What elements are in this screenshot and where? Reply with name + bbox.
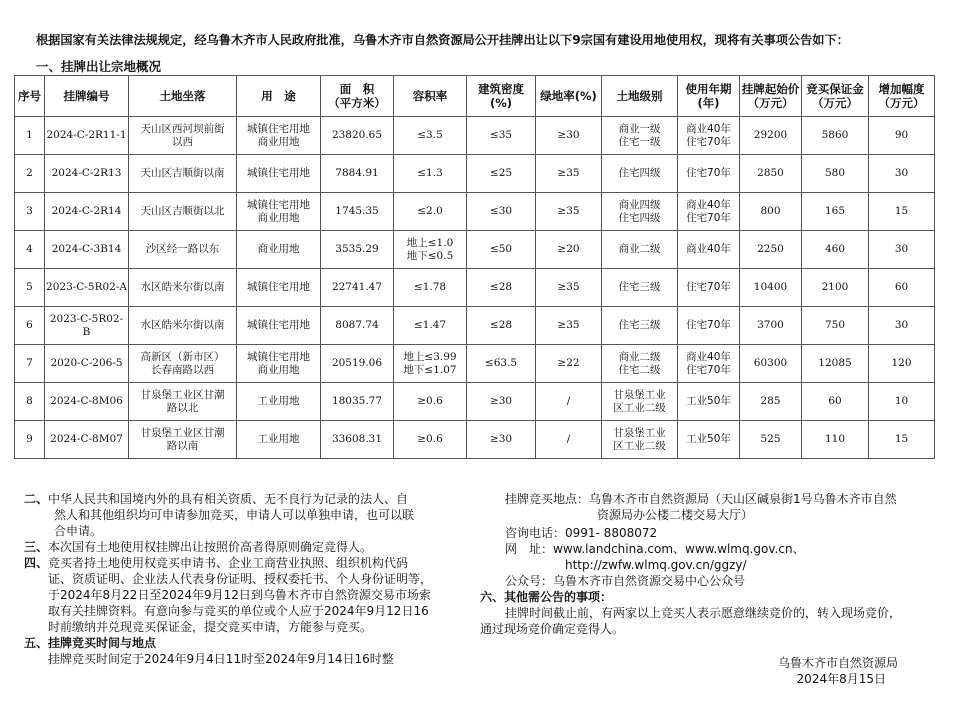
cell-col-land-grade: 住宅三级 <box>602 269 678 307</box>
cell-col-term-years: 商业40年 住宅70年 <box>678 193 740 231</box>
cell-col-land-grade: 甘泉堡工业 区工业二级 <box>602 421 678 459</box>
cell-col-increment: 10 <box>869 383 935 421</box>
auction-location-line-1: 挂牌竞买地点：乌鲁木齐市自然资源局（天山区碱泉街1号乌鲁木齐市自然 <box>505 492 897 506</box>
cell-col-increment: 30 <box>869 307 935 345</box>
cell-col-plot-ratio: ≤3.5 <box>394 117 467 155</box>
section-4-line-1: 竞买者持土地使用权竞买申请书、企业工商营业执照、组织机构代码 <box>48 556 409 570</box>
table-row <box>15 117 935 155</box>
cell-col-listing-code: 2020-C-206-5 <box>45 345 129 383</box>
cell-col-serial: 1 <box>15 117 45 155</box>
cell-col-term-years: 商业40年 住宅70年 <box>678 117 740 155</box>
header-col-green-ratio: 绿地率(%) <box>536 76 602 117</box>
header-col-deposit: 竞买保证金 （万元） <box>802 76 869 117</box>
cell-col-serial: 9 <box>15 421 45 459</box>
header-col-building-density: 建筑密度(%) <box>467 76 536 117</box>
section-4-line-2: 证、资质证明、企业法人代表身份证明、授权委托书、个人身份证明等， <box>48 572 433 586</box>
cell-col-land-use: 城镇住宅用地 <box>237 307 321 345</box>
table-header-row <box>15 76 935 117</box>
cell-col-plot-ratio: ≤1.47 <box>394 307 467 345</box>
cell-col-increment: 15 <box>869 421 935 459</box>
cell-col-start-price: 2850 <box>740 155 802 193</box>
section-5-line-1: 挂牌竞买时间定于2024年9月4日11时至2024年9月14日16时整 <box>48 652 394 666</box>
header-col-start-price: 挂牌起始价 （万元） <box>740 76 802 117</box>
header-col-increment: 增加幅度 （万元） <box>869 76 935 117</box>
cell-col-start-price: 285 <box>740 383 802 421</box>
header-col-area: 面 积 （平方米） <box>321 76 394 117</box>
cell-col-area: 18035.77 <box>321 383 394 421</box>
cell-col-building-density: ≤50 <box>467 231 536 269</box>
wechat-account: 公众号：乌鲁木齐市自然资源交易中心公众号 <box>505 574 746 588</box>
cell-col-green-ratio: ≥22 <box>536 345 602 383</box>
cell-col-term-years: 住宅70年 <box>678 155 740 193</box>
cell-col-green-ratio: ≥35 <box>536 193 602 231</box>
cell-col-increment: 120 <box>869 345 935 383</box>
cell-col-area: 1745.35 <box>321 193 394 231</box>
cell-col-location: 高新区（新市区） 长春南路以西 <box>129 345 237 383</box>
cell-col-green-ratio: / <box>536 421 602 459</box>
cell-col-term-years: 商业40年 <box>678 231 740 269</box>
cell-col-term-years: 工业50年 <box>678 383 740 421</box>
cell-col-deposit: 165 <box>802 193 869 231</box>
cell-col-deposit: 750 <box>802 307 869 345</box>
cell-col-serial: 4 <box>15 231 45 269</box>
cell-col-term-years: 商业40年 住宅70年 <box>678 345 740 383</box>
cell-col-land-use: 城镇住宅用地 商业用地 <box>237 193 321 231</box>
cell-col-location: 天山区西河坝前街 以西 <box>129 117 237 155</box>
cell-col-serial: 8 <box>15 383 45 421</box>
section-4-line-5: 时前缴纳并兑现竞买保证金，提交竞买申请，方能参与竞买。 <box>48 620 373 634</box>
header-col-listing-code: 挂牌编号 <box>45 76 129 117</box>
cell-col-land-grade: 住宅四级 <box>602 155 678 193</box>
cell-col-land-use: 商业用地 <box>237 231 321 269</box>
section-2-line-1: 中华人民共和国境内外的具有相关资质、无不良行为记录的法人、自 <box>48 492 409 506</box>
section-6-line-2: 通过现场竞价确定竞得人。 <box>480 622 625 636</box>
cell-col-building-density: ≤63.5 <box>467 345 536 383</box>
cell-col-building-density: ≥30 <box>467 421 536 459</box>
cell-col-land-use: 工业用地 <box>237 421 321 459</box>
cell-col-plot-ratio: 地上≤1.0 地下≤0.5 <box>394 231 467 269</box>
cell-col-land-grade: 商业二级 <box>602 231 678 269</box>
cell-col-start-price: 10400 <box>740 269 802 307</box>
cell-col-serial: 7 <box>15 345 45 383</box>
cell-col-building-density: ≤25 <box>467 155 536 193</box>
cell-col-land-use: 城镇住宅用地 商业用地 <box>237 345 321 383</box>
cell-col-location: 甘泉堡工业区甘潮 路以北 <box>129 383 237 421</box>
land-plots-table <box>14 75 935 459</box>
cell-col-deposit: 2100 <box>802 269 869 307</box>
cell-col-start-price: 3700 <box>740 307 802 345</box>
section-4-line-3: 于2024年8月22日至2024年9月12日到乌鲁木齐市自然资源交易市场索 <box>48 588 431 602</box>
cell-col-serial: 6 <box>15 307 45 345</box>
cell-col-listing-code: 2023-C-5R02-B <box>45 307 129 345</box>
cell-col-location: 水区皓米尔街以南 <box>129 307 237 345</box>
cell-col-deposit: 580 <box>802 155 869 193</box>
cell-col-listing-code: 2024-C-8M06 <box>45 383 129 421</box>
header-col-term-years: 使用年期 (年) <box>678 76 740 117</box>
cell-col-area: 20519.06 <box>321 345 394 383</box>
section-6-title: 六、其他需公告的事项： <box>480 590 613 604</box>
table-row <box>15 345 935 383</box>
cell-col-land-grade: 甘泉堡工业 区工业二级 <box>602 383 678 421</box>
cell-col-start-price: 2250 <box>740 231 802 269</box>
cell-col-listing-code: 2023-C-5R02-A <box>45 269 129 307</box>
cell-col-land-grade: 商业一级 住宅一级 <box>602 117 678 155</box>
cell-col-increment: 30 <box>869 155 935 193</box>
cell-col-green-ratio: ≥35 <box>536 269 602 307</box>
cell-col-green-ratio: ≥35 <box>536 155 602 193</box>
section-2-number: 二、 <box>24 492 49 506</box>
cell-col-start-price: 60300 <box>740 345 802 383</box>
table-row <box>15 231 935 269</box>
cell-col-serial: 5 <box>15 269 45 307</box>
header-col-land-grade: 土地级别 <box>602 76 678 117</box>
cell-col-building-density: ≥30 <box>467 383 536 421</box>
cell-col-start-price: 800 <box>740 193 802 231</box>
cell-col-land-use: 城镇住宅用地 <box>237 155 321 193</box>
table-row <box>15 269 935 307</box>
section-2-line-3: 合申请。 <box>54 524 103 538</box>
website-line-2: http://zwfw.wlmq.gov.cn/ggzy/ <box>565 558 747 572</box>
section-3-number: 三、 <box>24 540 49 554</box>
contact-phone: 咨询电话：0991- 8808072 <box>505 526 658 540</box>
cell-col-area: 3535.29 <box>321 231 394 269</box>
cell-col-deposit: 110 <box>802 421 869 459</box>
cell-col-start-price: 29200 <box>740 117 802 155</box>
header-col-serial: 序号 <box>15 76 45 117</box>
cell-col-plot-ratio: 地上≤3.99 地下≤1.07 <box>394 345 467 383</box>
cell-col-land-grade: 商业四级 住宅四级 <box>602 193 678 231</box>
cell-col-listing-code: 2024-C-2R11-1 <box>45 117 129 155</box>
cell-col-green-ratio: ≥30 <box>536 117 602 155</box>
section-4-number: 四、 <box>24 556 49 570</box>
cell-col-area: 33608.31 <box>321 421 394 459</box>
cell-col-area: 7884.91 <box>321 155 394 193</box>
signature-date: 2024年8月15日 <box>796 672 886 686</box>
cell-col-location: 天山区吉顺街以南 <box>129 155 237 193</box>
cell-col-term-years: 住宅70年 <box>678 307 740 345</box>
section-4-line-4: 取有关挂牌资料。有意向参与竞买的单位或个人应于2024年9月12日16 <box>48 604 429 618</box>
table-row <box>15 193 935 231</box>
cell-col-plot-ratio: ≤1.3 <box>394 155 467 193</box>
cell-col-serial: 2 <box>15 155 45 193</box>
cell-col-plot-ratio: ≥0.6 <box>394 421 467 459</box>
header-col-location: 土地坐落 <box>129 76 237 117</box>
announcement-intro: 根据国家有关法律法规规定，经乌鲁木齐市人民政府批准，乌鲁木齐市自然资源局公开挂牌出让以下9宗国有建设用地使用权，现将有关事项公告如下： <box>36 33 849 47</box>
cell-col-increment: 30 <box>869 231 935 269</box>
cell-col-building-density: ≤35 <box>467 117 536 155</box>
cell-col-deposit: 60 <box>802 383 869 421</box>
table-row <box>15 307 935 345</box>
cell-col-building-density: ≤28 <box>467 269 536 307</box>
cell-col-plot-ratio: ≥0.6 <box>394 383 467 421</box>
cell-col-land-grade: 商业二级 住宅二级 <box>602 345 678 383</box>
cell-col-deposit: 12085 <box>802 345 869 383</box>
cell-col-location: 天山区吉顺街以北 <box>129 193 237 231</box>
section-2-line-2: 然人和其他组织均可申请参加竞买，申请人可以单独申请，也可以联 <box>54 508 415 522</box>
section-5-title: 五、挂牌竞买时间与地点 <box>24 636 157 650</box>
cell-col-term-years: 工业50年 <box>678 421 740 459</box>
cell-col-area: 8087.74 <box>321 307 394 345</box>
cell-col-listing-code: 2024-C-2R14 <box>45 193 129 231</box>
cell-col-building-density: ≤28 <box>467 307 536 345</box>
cell-col-land-grade: 住宅三级 <box>602 307 678 345</box>
cell-col-listing-code: 2024-C-2R13 <box>45 155 129 193</box>
header-col-plot-ratio: 容积率 <box>394 76 467 117</box>
cell-col-deposit: 460 <box>802 231 869 269</box>
section-3-line-1: 本次国有土地使用权挂牌出让按照价高者得原则确定竞得人。 <box>48 540 373 554</box>
cell-col-increment: 15 <box>869 193 935 231</box>
section-title-plot-overview: 一、挂牌出让宗地概况 <box>36 59 162 74</box>
cell-col-green-ratio: ≥20 <box>536 231 602 269</box>
cell-col-area: 22741.47 <box>321 269 394 307</box>
cell-col-start-price: 525 <box>740 421 802 459</box>
table-body <box>15 117 935 459</box>
cell-col-land-use: 城镇住宅用地 <box>237 269 321 307</box>
cell-col-green-ratio: / <box>536 383 602 421</box>
cell-col-plot-ratio: ≤2.0 <box>394 193 467 231</box>
header-col-land-use: 用 途 <box>237 76 321 117</box>
signature-organization: 乌鲁木齐市自然资源局 <box>777 656 898 670</box>
cell-col-increment: 60 <box>869 269 935 307</box>
cell-col-location: 甘泉堡工业区甘潮 路以南 <box>129 421 237 459</box>
cell-col-listing-code: 2024-C-8M07 <box>45 421 129 459</box>
cell-col-increment: 90 <box>869 117 935 155</box>
cell-col-listing-code: 2024-C-3B14 <box>45 231 129 269</box>
table-row <box>15 421 935 459</box>
cell-col-area: 23820.65 <box>321 117 394 155</box>
cell-col-green-ratio: ≥35 <box>536 307 602 345</box>
section-6-line-1: 挂牌时间截止前，有两家以上竞买人表示愿意继续竞价的，转入现场竞价， <box>505 606 902 620</box>
cell-col-land-use: 工业用地 <box>237 383 321 421</box>
cell-col-term-years: 住宅70年 <box>678 269 740 307</box>
cell-col-serial: 3 <box>15 193 45 231</box>
cell-col-plot-ratio: ≤1.78 <box>394 269 467 307</box>
table-row <box>15 155 935 193</box>
cell-col-location: 水区皓米尔街以南 <box>129 269 237 307</box>
cell-col-deposit: 5860 <box>802 117 869 155</box>
cell-col-location: 沙区经一路以东 <box>129 231 237 269</box>
cell-col-land-use: 城镇住宅用地 商业用地 <box>237 117 321 155</box>
auction-location-line-2: 资源局办公楼二楼交易大厅） <box>597 508 754 522</box>
table-row <box>15 383 935 421</box>
cell-col-building-density: ≤30 <box>467 193 536 231</box>
website-line-1: 网 址：www.landchina.com、www.wlmq.gov.cn、 <box>505 542 805 556</box>
